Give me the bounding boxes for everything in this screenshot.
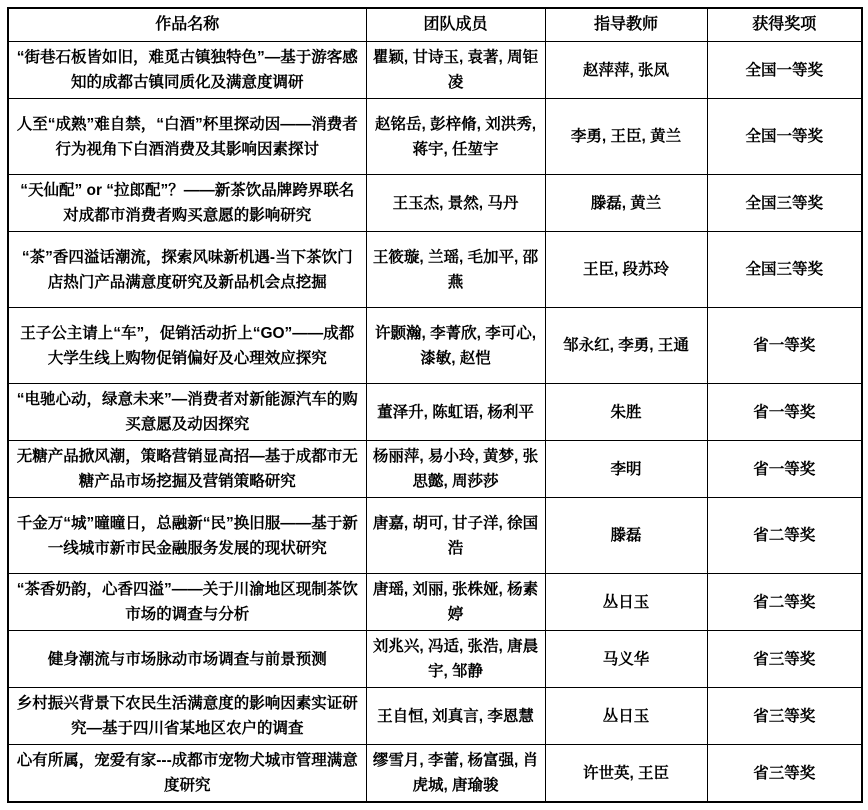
award-cell: 省一等奖	[707, 308, 862, 384]
team-members-cell: 许颢瀚, 李菁欣, 李可心, 漆敏, 赵恺	[366, 308, 545, 384]
table-row	[8, 308, 862, 384]
work-title-cell: “电驰心动，绿意未来”—消费者对新能源汽车的购买意愿及动因探究	[8, 384, 366, 441]
advisor-cell: 邹永红, 李勇, 王通	[545, 308, 707, 384]
work-title-cell: 乡村振兴背景下农民生活满意度的影响因素实证研究—基于四川省某地区农户的调查	[8, 688, 366, 745]
team-members-cell: 缪雪月, 李蕾, 杨富强, 肖虎城, 唐瑜骏	[366, 745, 545, 803]
advisor-cell: 李勇, 王臣, 黄兰	[545, 99, 707, 175]
header-advisor: 指导教师	[545, 8, 707, 42]
advisor-cell: 丛日玉	[545, 688, 707, 745]
work-title-cell: “茶”香四溢话潮流，探索风味新机遇-当下茶饮门店热门产品满意度研究及新品机会点挖掘	[8, 232, 366, 308]
award-cell: 省一等奖	[707, 384, 862, 441]
header-work-title: 作品名称	[8, 8, 366, 42]
award-cell: 全国一等奖	[707, 99, 862, 175]
advisor-cell: 王臣, 段苏玲	[545, 232, 707, 308]
team-members-cell: 王自恒, 刘真言, 李恩慧	[366, 688, 545, 745]
advisor-cell: 滕磊, 黄兰	[545, 175, 707, 232]
work-title-cell: “天仙配” or “拉郎配”？——新茶饮品牌跨界联名对成都市消费者购买意愿的影响研究	[8, 175, 366, 232]
work-title-cell: “街巷石板皆如旧，难觅古镇独特色”—基于游客感知的成都古镇同质化及满意度调研	[8, 42, 366, 99]
team-members-cell: 赵铭岳, 彭梓脩, 刘洪秀, 蒋宇, 任堃宇	[366, 99, 545, 175]
table-body	[8, 42, 862, 803]
table-row	[8, 574, 862, 631]
team-members-cell: 王筱璇, 兰瑶, 毛加平, 邵燕	[366, 232, 545, 308]
table-row	[8, 688, 862, 745]
award-cell: 省三等奖	[707, 631, 862, 688]
award-cell: 省二等奖	[707, 574, 862, 631]
team-members-cell: 瞿颖, 甘诗玉, 袁著, 周钜凌	[366, 42, 545, 99]
advisor-cell: 朱胜	[545, 384, 707, 441]
team-members-cell: 唐瑶, 刘丽, 张株娅, 杨素婷	[366, 574, 545, 631]
work-title-cell: “茶香奶韵，心香四溢”——关于川渝地区现制茶饮市场的调查与分析	[8, 574, 366, 631]
table-row	[8, 441, 862, 498]
award-cell: 全国三等奖	[707, 175, 862, 232]
table-row	[8, 745, 862, 803]
table-header	[8, 8, 862, 42]
advisor-cell: 李明	[545, 441, 707, 498]
award-cell: 省三等奖	[707, 745, 862, 803]
header-row	[8, 8, 862, 42]
table-row	[8, 42, 862, 99]
table-row	[8, 631, 862, 688]
award-cell: 省三等奖	[707, 688, 862, 745]
table-row	[8, 384, 862, 441]
advisor-cell: 许世英, 王臣	[545, 745, 707, 803]
work-title-cell: 健身潮流与市场脉动市场调查与前景预测	[8, 631, 366, 688]
team-members-cell: 唐嘉, 胡可, 甘子洋, 徐国浩	[366, 498, 545, 574]
team-members-cell: 杨丽萍, 易小玲, 黄梦, 张思懿, 周莎莎	[366, 441, 545, 498]
advisor-cell: 丛日玉	[545, 574, 707, 631]
advisor-cell: 滕磊	[545, 498, 707, 574]
table-row	[8, 99, 862, 175]
team-members-cell: 董泽升, 陈虹语, 杨利平	[366, 384, 545, 441]
work-title-cell: 无糖产品掀风潮，策略营销显高招—基于成都市无糖产品市场挖掘及营销策略研究	[8, 441, 366, 498]
award-cell: 全国三等奖	[707, 232, 862, 308]
advisor-cell: 赵萍萍, 张凤	[545, 42, 707, 99]
table-row	[8, 232, 862, 308]
award-cell: 省二等奖	[707, 498, 862, 574]
header-award: 获得奖项	[707, 8, 862, 42]
award-cell: 全国一等奖	[707, 42, 862, 99]
work-title-cell: 人至“成熟”难自禁，“白酒”杯里探动因——消费者行为视角下白酒消费及其影响因素探讨	[8, 99, 366, 175]
award-cell: 省一等奖	[707, 441, 862, 498]
advisor-cell: 马义华	[545, 631, 707, 688]
table-row	[8, 175, 862, 232]
work-title-cell: 千金万“城”曈曈日，总融新“民”换旧服——基于新一线城市新市民金融服务发展的现状研究	[8, 498, 366, 574]
work-title-cell: 心有所属，宠爱有家---成都市宠物犬城市管理满意度研究	[8, 745, 366, 803]
awards-table	[7, 7, 863, 803]
header-team-members: 团队成员	[366, 8, 545, 42]
table-row	[8, 498, 862, 574]
team-members-cell: 刘兆兴, 冯适, 张浩, 唐晨宇, 邹静	[366, 631, 545, 688]
work-title-cell: 王子公主请上“车”，促销活动折上“GO”——成都大学生线上购物促销偏好及心理效应探究	[8, 308, 366, 384]
team-members-cell: 王玉杰, 景然, 马丹	[366, 175, 545, 232]
